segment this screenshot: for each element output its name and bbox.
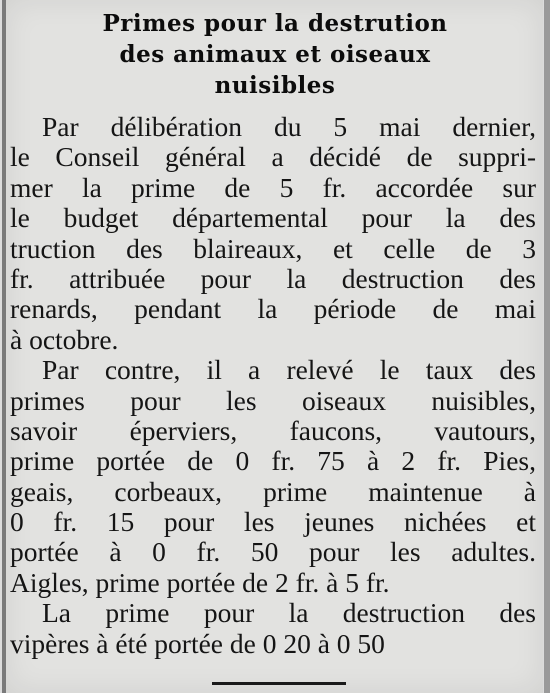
paragraph-2-line-4: prime portée de 0 fr. 75 à 2 fr. Pies,	[10, 445, 536, 477]
paragraph-3-line-2: vipères à été portée de 0 20 à 0 50	[10, 627, 385, 659]
paragraph-1-line-4: le budget départemental pour la des	[10, 202, 536, 234]
paragraph-2-line-5: geais, corbeaux, prime maintenue à	[10, 475, 536, 507]
paragraph-2-line-2: primes pour les oiseaux nuisibles,	[10, 384, 536, 416]
paragraph-1-line-7: renards, pendant la période de mai	[10, 293, 536, 325]
section-divider	[212, 682, 346, 685]
paragraph-3-line-1: La prime pour la destruction des	[42, 597, 536, 629]
paragraph-1-line-8: à octobre.	[10, 323, 119, 355]
paragraph-2-line-1: Par contre, il a relevé le taux des	[42, 354, 536, 386]
headline-line-1: Primes pour la destrution	[102, 10, 448, 37]
paragraph-1-line-6: fr. attribuée pour la destruction des	[10, 262, 536, 294]
paragraph-1-line-2: le Conseil général a décidé de suppri-	[10, 141, 536, 173]
article-body	[10, 112, 536, 659]
paragraph-2-line-3: savoir éperviers, faucons, vautours,	[10, 414, 536, 446]
paragraph-1-line-1: Par délibération du 5 mai dernier,	[42, 111, 536, 142]
column-rule-right	[544, 0, 550, 693]
paragraph-2-line-7: portée à 0 fr. 50 pour les adultes.	[10, 536, 536, 568]
headline-line-2: des animaux et oiseaux	[119, 41, 431, 68]
headline-line-3: nuisibles	[214, 72, 336, 99]
paragraph-1-line-3: mer la prime de 5 fr. accordée sur	[10, 171, 536, 203]
paragraph-1-line-5: truction des blaireaux, et celle de 3	[10, 232, 536, 264]
paragraph-2-line-6: 0 fr. 15 pour les jeunes nichées et	[10, 506, 536, 538]
paragraph-2-line-8: Aigles, prime portée de 2 fr. à 5 fr.	[10, 566, 390, 598]
article-headline	[20, 8, 530, 101]
